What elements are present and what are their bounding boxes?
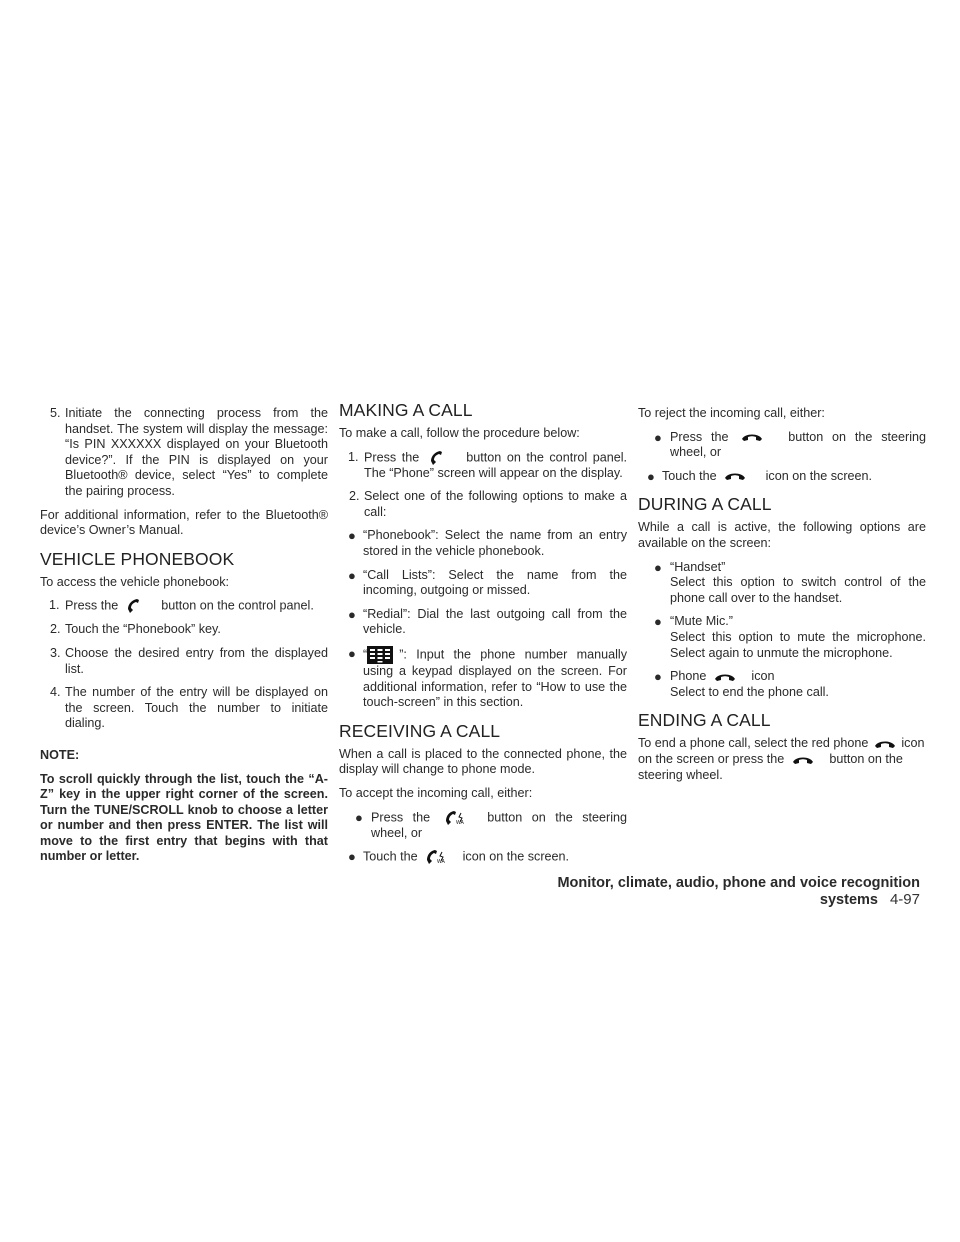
option-text: “ <box>363 647 368 662</box>
during-intro: While a call is active, the following options are available on the screen: <box>638 520 926 550</box>
bullet-icon: ● <box>348 849 356 865</box>
reject-intro: To reject the incoming call, either: <box>638 406 825 420</box>
option-desc: Select this option to switch control of the phone call over to the handset. <box>670 575 926 605</box>
accept-option-screen <box>339 849 627 865</box>
step-number: 2. <box>50 622 61 637</box>
step-text: Choose the desired entry from the displayed list. <box>65 645 328 676</box>
phone-hangup-icon <box>714 672 744 682</box>
step-text: Initiate the connecting process from the handset. The system will display the message: “Is PIN XXXXXX displayed on your Bluetooth device?”. If the PIN is displayed on your Bluetooth® device, select “Yes” to complete the pairing process. <box>65 406 328 498</box>
reject-option-steering <box>638 430 926 461</box>
step-text: Press the <box>364 449 420 464</box>
note-heading: NOTE: <box>40 747 80 762</box>
step-text: The number of the entry will be displayed on the screen. Touch the number to initiate dialing. <box>65 685 328 731</box>
phone-handset-icon <box>126 598 154 614</box>
option-text: Press the <box>371 809 431 824</box>
option-text: Touch the <box>363 849 418 864</box>
page-number: 4-97 <box>889 890 920 908</box>
accept-option-steering <box>339 810 627 842</box>
phonebook-step-2 <box>40 622 328 638</box>
phone-hangup-icon <box>724 471 758 481</box>
option-text: ”: Input the phone number manually using a keypad displayed on the screen. For additional information, refer to “How to use the touch-screen” in this section. <box>363 647 627 710</box>
section-heading-receiving-a-call: RECEIVING A CALL <box>339 720 501 741</box>
option-text: button on the steering wheel, or <box>371 809 628 840</box>
option-text: icon on the screen. <box>765 468 873 483</box>
step-text: button on the control panel. <box>161 598 314 613</box>
option-title <box>670 669 926 685</box>
step-number: 5. <box>50 406 61 420</box>
during-option-handset <box>638 560 926 607</box>
option-title-text: icon <box>751 669 775 684</box>
during-option-mute <box>638 614 926 661</box>
step-number: 1. <box>348 449 359 464</box>
phone-talk-icon <box>444 810 474 826</box>
option-redial <box>339 607 627 638</box>
option-keypad <box>339 646 627 711</box>
column-2 <box>339 400 627 873</box>
option-text: button on the steering wheel, or <box>670 429 926 460</box>
option-text: Press the <box>670 429 729 444</box>
ending-text: icon on the screen or press the <box>638 736 925 766</box>
pairing-step-5 <box>40 406 328 500</box>
option-text: “Redial”: Dial the last outgoing call from the vehicle. <box>363 606 627 637</box>
page-footer <box>540 876 920 908</box>
phone-handset-icon <box>429 450 457 466</box>
option-desc: Select this option to mute the microphone. Select again to unmute the microphone. <box>670 629 926 660</box>
ending-text: To end a phone call, select the red phone <box>638 736 869 751</box>
accept-intro: To accept the incoming call, either: <box>339 785 533 800</box>
option-title-text: Phone <box>670 669 707 684</box>
option-text: “Phonebook”: Select the name from an entry stored in the vehicle phonebook. <box>363 528 627 558</box>
phonebook-step-4 <box>40 685 328 732</box>
step-number: 2. <box>349 489 360 504</box>
phone-hangup-icon <box>874 739 896 749</box>
phonebook-step-1 <box>40 598 328 614</box>
step-number: 3. <box>50 645 61 660</box>
section-heading-vehicle-phonebook: VEHICLE PHONEBOOK <box>40 548 235 569</box>
section-heading-during-a-call: DURING A CALL <box>638 494 772 515</box>
option-phonebook <box>339 528 627 559</box>
bullet-icon: ● <box>654 669 662 685</box>
option-call-lists <box>339 568 627 599</box>
option-text: “Call Lists”: Select the name from the incoming, outgoing or missed. <box>363 567 627 598</box>
during-option-end-call <box>638 669 926 700</box>
bullet-icon: ● <box>348 567 356 583</box>
making-call-step-1 <box>339 450 627 482</box>
step-text: Select one of the following options to make a call: <box>364 489 627 519</box>
making-call-step-2 <box>339 489 627 520</box>
bullet-icon: ● <box>654 559 662 575</box>
phonebook-step-3 <box>40 646 328 677</box>
section-heading-making-a-call: MAKING A CALL <box>339 400 473 420</box>
step-text: button on the control panel. The “Phone” screen will appear on the display. <box>364 449 628 480</box>
receiving-intro: When a call is placed to the connected phone, the display will change to phone mode. <box>339 746 627 777</box>
bullet-icon: ● <box>355 809 363 825</box>
additional-info-paragraph: For additional information, refer to the Bluetooth® device’s Owner’s Manual. <box>40 507 328 538</box>
ending-text: button on the steering wheel. <box>638 751 903 782</box>
phone-hangup-icon <box>792 755 822 765</box>
bullet-icon: ● <box>348 645 356 661</box>
step-number: 1. <box>49 598 60 613</box>
bullet-icon: ● <box>647 468 655 484</box>
bullet-icon: ● <box>348 606 356 622</box>
note-text: To scroll quickly through the list, touch the “A-Z” key in the upper right corner of the screen. Turn the TUNE/SCROLL knob to choose a letter or number and then press ENTER. The list will move to the first entry that begins with that number or letter. <box>40 771 328 864</box>
making-call-intro: To make a call, follow the procedure below: <box>339 426 580 440</box>
phone-talk-icon <box>425 849 455 865</box>
step-number: 4. <box>50 685 61 700</box>
phonebook-intro: To access the vehicle phonebook: <box>40 574 230 589</box>
column-1 <box>40 406 328 865</box>
option-text: icon on the screen. <box>462 849 570 864</box>
svg-text:WA: WA <box>455 819 464 826</box>
option-title: “Mute Mic.” <box>670 614 733 629</box>
bullet-icon: ● <box>654 614 662 630</box>
option-title: “Handset” <box>670 559 726 574</box>
bullet-icon: ● <box>348 528 356 544</box>
bullet-icon: ● <box>654 429 662 445</box>
section-heading-ending-a-call: ENDING A CALL <box>638 710 771 731</box>
footer-section-title: Monitor, climate, audio, phone and voice recognition systems <box>557 875 920 908</box>
keypad-icon <box>367 646 393 664</box>
step-text: Touch the “Phonebook” key. <box>65 622 221 637</box>
svg-text:WA: WA <box>437 859 445 866</box>
column-3 <box>638 406 926 791</box>
step-text: Press the <box>65 598 119 613</box>
ending-paragraph <box>638 736 926 783</box>
option-desc: Select to end the phone call. <box>670 684 829 699</box>
option-text: Touch the <box>662 468 717 483</box>
phone-hangup-icon <box>741 432 775 442</box>
reject-option-screen <box>638 469 926 485</box>
